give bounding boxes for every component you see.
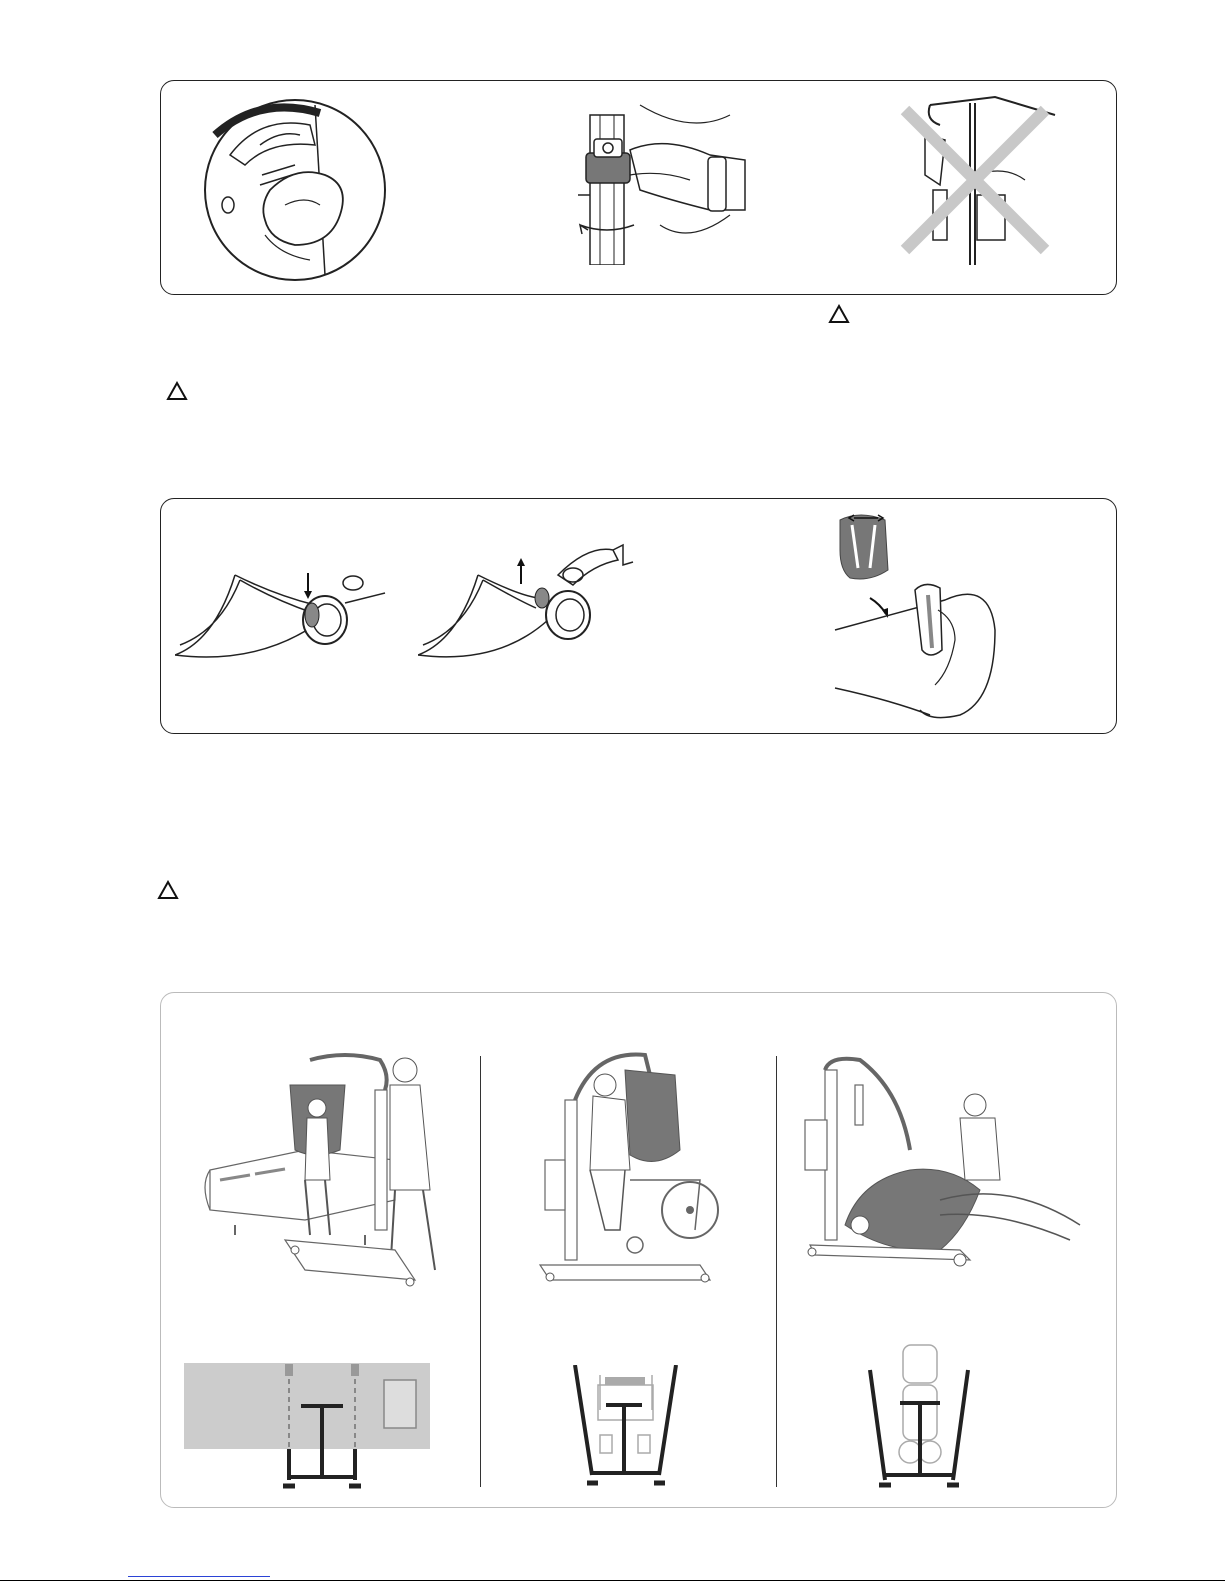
warning-triangle-icon [166, 381, 188, 401]
footer-rule [0, 1580, 1225, 1581]
wheelchair-plan-diagram [570, 1365, 685, 1490]
column-divider [480, 1056, 481, 1487]
castor-brake-release-illustration [418, 540, 638, 665]
bed-transfer-illustration [195, 1050, 445, 1298]
pin-release-detail-illustration [200, 95, 390, 285]
bed-plan-diagram [184, 1360, 430, 1490]
warning-triangle-icon [828, 304, 850, 324]
column-divider [776, 1056, 777, 1487]
castor-brake-engage-illustration [175, 565, 395, 665]
footer-link-underline[interactable] [128, 1576, 270, 1577]
incorrect-handling-crossed-illustration [895, 95, 1060, 270]
mast-locking-collar-illustration [570, 95, 760, 265]
sling-hook-clip-illustration [830, 510, 1015, 720]
floor-pickup-illustration [800, 1050, 1085, 1270]
floor-plan-diagram [865, 1340, 975, 1490]
wheelchair-transfer-illustration [535, 1040, 725, 1285]
warning-triangle-icon [157, 880, 179, 900]
